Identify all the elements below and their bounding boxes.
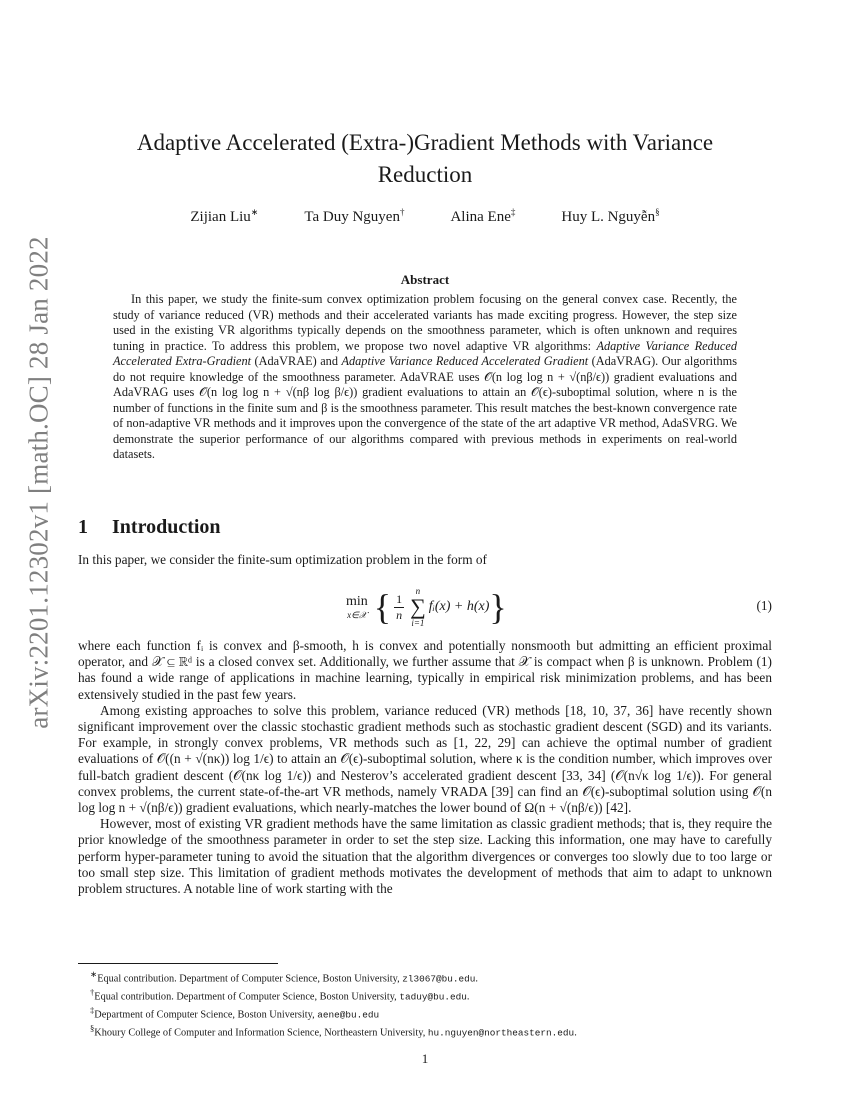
abstract-text: In this paper, we study the finite-sum convex optimization problem focusing on the general convex case. Recently, the study of variance reduced (VR) methods and their accelerated variants has made exciting progress. However, the step size used in the existing VR algorithms typically depends on the smoothness parameter, which is often unknown and requires tuning in practice. To address this problem, we propose two novel adaptive VR algorithms: Adaptive Variance Reduced Accelerated Extra-Gradient (AdaVRAE) and Adaptive Variance Reduced Accelerated Gradient (AdaVRAG). Our algorithms do not require knowledge of the smoothness parameter. AdaVRAE uses 𝒪(n log log n + √(nβ/ϵ)) gradient evaluations and AdaVRAG uses 𝒪(n log log n + √(nβ log β/ϵ)) gradient evaluations to attain an 𝒪(ϵ)-suboptimal solution, where n is the number of functions in the finite sum and β is the smoothness parameter. This result matches the best-known convergence rate of non-adaptive VR methods and it improves upon the convergence of the state of the art adaptive VR method, AdaSVRG. We demonstrate the superior performance of our algorithms compared with previous methods in experiments on real-world datasets. xyxy=(113,292,737,461)
footnote: ∗Equal contribution. Department of Computer Science, Boston University, zl3067@bu.edu. xyxy=(90,969,478,985)
abstract-heading: Abstract xyxy=(400,272,450,287)
footnotes xyxy=(78,968,778,1040)
paragraph: Among existing approaches to solve this problem, variance reduced (VR) methods [18, 10, 37, 36] have recently shown significant improvement over the classic stochastic gradient methods such as stochastic gradient descent (SGD) and its variants. For example, in strongly convex problems, VR methods such as [1, 22, 29] can achieve the optimal number of gradient evaluations of 𝒪((n + √(nκ)) log 1/ϵ) to attain an 𝒪(ϵ)-suboptimal solution, where κ is the condition number, which improves over full-batch gradient descent (𝒪(nκ log 1/ϵ)) and Nesterov’s accelerated gradient descent [33, 34] (𝒪(n√κ log 1/ϵ)). For general convex problems, the current state-of-the-art VR methods, namely VRADA [39] can find an 𝒪(ϵ)-suboptimal solution using 𝒪(n log log n + √(nβ/ϵ)) gradient evaluations, which nearly-matches the lower bound of Ω(n + √(nβ/ϵ)) [42]. xyxy=(78,702,772,816)
paragraph: where each function fᵢ is convex and β-smooth, h is convex and potentially nonsmooth but admitting an efficient proximal operator, and 𝒳 ⊆ ℝᵈ is a closed convex set. Additionally, we further assume that 𝒳 is compact when β is unknown. Problem (1) has found a wide range of applications in machine learning, typically in empirical risk minimization problems, and has been extensively studied in the past few years. xyxy=(78,638,772,702)
author: Huy L. Nguyễn§ xyxy=(561,207,660,225)
author: Ta Duy Nguyen† xyxy=(304,207,405,225)
footnote: §Khoury College of Computer and Information Science, Northeastern University, hu.nguyen@northeastern.edu. xyxy=(90,1023,577,1039)
section-heading: 1 Introduction xyxy=(78,516,221,538)
arxiv-stamp-text: arXiv:2201.12302v1 [math.OC] 28 Jan 2022 xyxy=(23,236,54,729)
footnote-rule xyxy=(78,963,278,964)
author: Alina Ene‡ xyxy=(450,207,516,225)
equation-number: (1) xyxy=(756,598,772,613)
arxiv-stamp xyxy=(18,236,60,729)
author: Zijian Liu∗ xyxy=(190,207,259,225)
page-number: 1 xyxy=(421,1051,429,1066)
paragraph: However, most of existing VR gradient methods have the same limitation as classic gradient methods; that is, they require the prior knowledge of the smoothness parameter in order to set the step size. Lacking this information, one may have to carefully perform hyper-parameter tuning to avoid the situation that the algorithm divergences or converges too slowly due to too large or too small step size. This limitation of gradient methods motivates the development of methods that aim to adapt to unknown problem structures. A notable line of work starting with the xyxy=(78,816,772,897)
intro-line: In this paper, we consider the finite-sum optimization problem in the form of xyxy=(78,552,487,567)
author-list xyxy=(0,207,850,226)
footnote: ‡Department of Computer Science, Boston University, aene@bu.edu xyxy=(90,1005,380,1021)
body-paragraphs xyxy=(78,638,772,897)
footnote: †Equal contribution. Department of Computer Science, Boston University, taduy@bu.edu. xyxy=(90,987,470,1003)
equation-1: min x∈𝒳 { $\frac{1}{n}$ n ∑ i=1 fᵢ(x) + h(x) } (1) xyxy=(346,586,772,628)
paper-title: Adaptive Accelerated (Extra-)Gradient Methods with Variance Reduction xyxy=(136,130,714,187)
